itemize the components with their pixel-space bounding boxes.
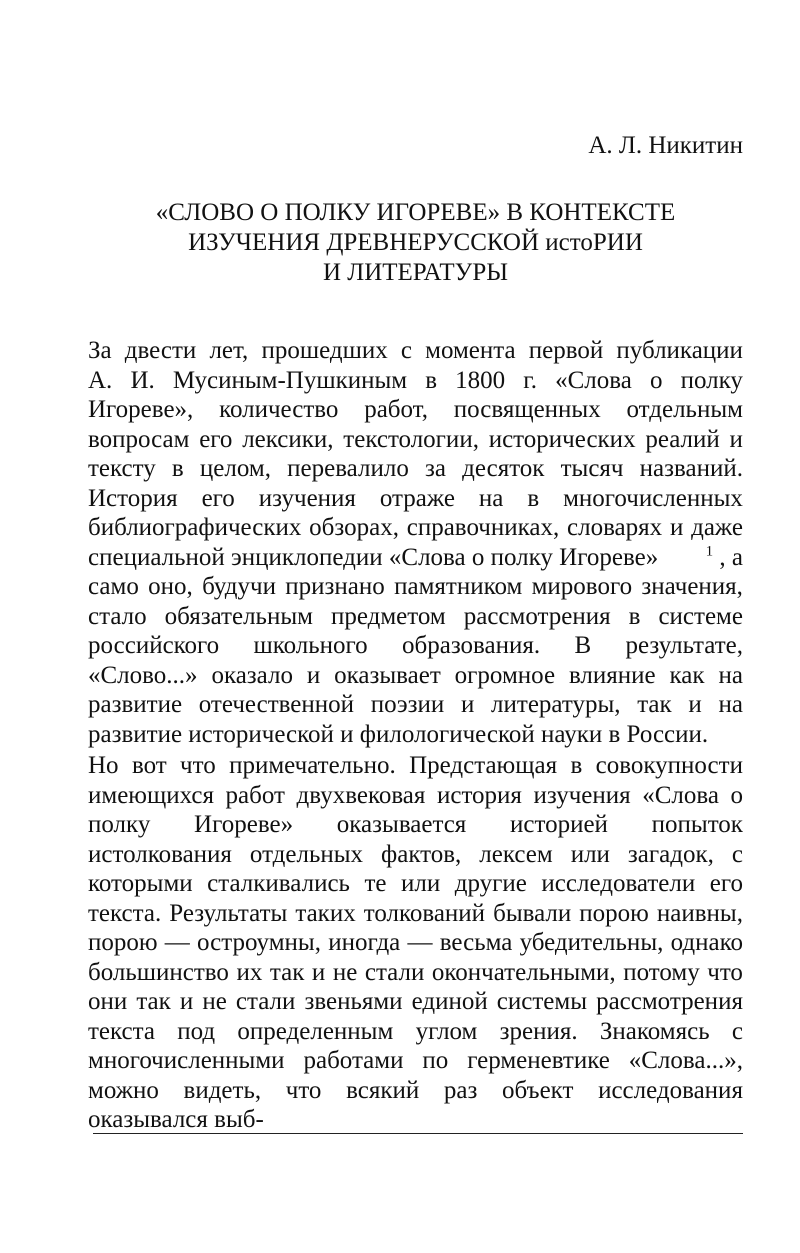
word: или xyxy=(570,840,610,868)
word: момента xyxy=(425,337,516,364)
text-line xyxy=(88,1046,743,1076)
text-line xyxy=(88,899,743,929)
word: наивны, xyxy=(656,899,743,927)
word: тексту xyxy=(88,455,156,482)
word: в xyxy=(527,484,540,512)
word: с xyxy=(731,840,743,868)
text-line xyxy=(88,1017,743,1047)
text-line xyxy=(88,631,743,661)
word: на xyxy=(478,484,504,512)
word: поэзии xyxy=(370,691,445,718)
word: лексики, xyxy=(242,425,334,453)
word: — xyxy=(164,929,190,956)
word: что xyxy=(707,958,743,986)
word: словарях xyxy=(567,514,663,541)
word: тысяч xyxy=(560,455,624,482)
text-line xyxy=(88,336,743,366)
word: порою xyxy=(579,899,649,927)
word: бывали xyxy=(493,899,572,927)
word: попыток xyxy=(651,811,743,838)
word: — xyxy=(407,929,433,956)
word: школьного xyxy=(253,632,368,659)
word: убедительны, xyxy=(519,929,664,956)
word: признано xyxy=(285,573,385,600)
word: в xyxy=(425,366,438,394)
word: и xyxy=(688,691,702,718)
document-page xyxy=(88,0,743,1253)
text-line xyxy=(88,513,743,543)
word: оно, xyxy=(148,573,193,600)
word: исследования xyxy=(598,1076,743,1104)
text-line xyxy=(88,810,743,840)
word: прошедших xyxy=(261,337,388,364)
text-line xyxy=(88,484,743,514)
word: за xyxy=(425,455,446,482)
word: что xyxy=(285,1076,322,1104)
word: г. xyxy=(523,366,537,394)
word: единой xyxy=(411,988,488,1015)
word: так xyxy=(269,958,305,986)
article-title xyxy=(88,198,743,288)
word: другие xyxy=(454,870,527,897)
word: весьма xyxy=(439,929,513,956)
word: углом xyxy=(415,1017,478,1045)
word: объект xyxy=(502,1076,574,1104)
word: литературы, xyxy=(491,691,621,718)
word: о xyxy=(730,781,743,809)
paragraph-1 xyxy=(88,336,743,749)
word: историей xyxy=(510,811,608,838)
word: потому xyxy=(623,958,700,986)
word: в xyxy=(570,752,583,779)
word: большинство xyxy=(88,958,229,986)
text-line xyxy=(88,690,743,720)
word: Мусиным-Пушкиным xyxy=(172,366,408,394)
word: даже xyxy=(691,514,743,541)
word: на xyxy=(718,661,743,689)
word: однако xyxy=(670,929,743,956)
word: изучения xyxy=(533,781,631,809)
word: которыми xyxy=(88,870,193,897)
word: работами xyxy=(303,1047,404,1074)
text-line xyxy=(88,840,743,870)
word: российского xyxy=(88,632,220,659)
word: библиографических xyxy=(88,514,302,541)
word: и xyxy=(669,514,684,541)
word: текста xyxy=(88,1017,155,1045)
text-line xyxy=(88,395,743,425)
word: Знакомясь xyxy=(599,1017,710,1045)
text-line xyxy=(88,454,743,484)
word: полку xyxy=(88,811,151,838)
word: не xyxy=(202,988,227,1015)
word: звеньями xyxy=(304,988,403,1015)
word: под xyxy=(177,1017,216,1045)
word: влияние xyxy=(568,661,656,689)
word: вопросам xyxy=(88,425,190,453)
text-segment-tail xyxy=(706,543,743,573)
word: оказывается xyxy=(336,811,467,838)
word: публикации xyxy=(616,337,743,364)
word: о xyxy=(649,366,663,394)
word: образования. xyxy=(402,632,541,659)
word: результате, xyxy=(625,632,743,659)
word: как xyxy=(669,661,705,689)
word: раз xyxy=(443,1076,478,1104)
text-line xyxy=(88,1076,743,1106)
word: остроумны, xyxy=(197,929,321,956)
text-line xyxy=(88,869,743,899)
word: За xyxy=(88,337,112,364)
word: В xyxy=(574,632,592,659)
word: его xyxy=(199,425,233,453)
word: посвященных xyxy=(453,396,601,423)
word: само xyxy=(88,573,139,600)
word: окончательными, xyxy=(431,958,616,986)
word: и xyxy=(311,958,326,986)
word: «Слово...» xyxy=(88,661,198,689)
title-line: ИЗУЧЕНИЯ ДРЕВНЕРУССКОЙ истоРИИ xyxy=(188,229,643,256)
word: и xyxy=(179,988,194,1015)
word: А. xyxy=(88,366,113,394)
word: будучи xyxy=(202,573,276,600)
word: стали xyxy=(235,988,296,1015)
word: обзорах, xyxy=(309,514,399,541)
word: и xyxy=(729,425,743,453)
title-line: И ЛИТЕРАТУРЫ xyxy=(322,259,509,286)
word: рассмотрения xyxy=(596,988,743,1015)
text-line-with-footnote xyxy=(88,543,743,573)
word: исследователи xyxy=(541,870,696,897)
word: загадок, xyxy=(627,840,714,868)
word: история xyxy=(436,781,522,809)
author-name: А. Л. Никитин xyxy=(588,132,743,159)
word: стали xyxy=(364,958,425,986)
word: Результаты xyxy=(169,899,288,927)
word: текста. xyxy=(88,899,162,927)
title-line: «СЛОВО О ПОЛКУ ИГОРЕВЕ» В КОНТЕКСТЕ xyxy=(155,199,676,226)
word: отечественной xyxy=(198,691,355,718)
text-line xyxy=(88,366,743,396)
word: и xyxy=(306,661,321,689)
word: исторических xyxy=(488,425,636,453)
word: оказывает xyxy=(334,661,441,689)
word: или xyxy=(401,870,441,897)
word: отраже xyxy=(379,484,455,512)
word: лексем xyxy=(479,840,553,868)
word: отдельных xyxy=(249,840,364,868)
word: Игореве», xyxy=(88,396,194,423)
word: совокупности xyxy=(595,752,743,779)
word: стало xyxy=(88,602,147,630)
word: Предстающая xyxy=(409,752,558,779)
word: так xyxy=(637,691,672,718)
word: огромное xyxy=(454,661,556,689)
word: первой xyxy=(528,337,604,364)
word: лет, xyxy=(209,337,249,364)
body-text xyxy=(88,336,743,1137)
word: работ, xyxy=(364,396,428,423)
word: в xyxy=(628,602,641,630)
text-line xyxy=(88,661,743,691)
word: можно xyxy=(88,1076,159,1104)
word: их xyxy=(236,958,263,986)
word: Но xyxy=(88,752,119,779)
word: видеть, xyxy=(183,1076,262,1104)
text-segment: специальной энциклопедии «Слова о полку Игореве» xyxy=(88,543,659,571)
text-tail: , а xyxy=(719,543,743,571)
word: «Слова xyxy=(555,366,632,394)
word: реалий xyxy=(645,425,720,453)
word: перевалило xyxy=(287,455,409,482)
word: полку xyxy=(680,366,743,394)
text-line xyxy=(88,425,743,455)
text-line xyxy=(88,987,743,1017)
word: что xyxy=(180,752,216,779)
word: отдельным xyxy=(626,396,743,423)
word: на xyxy=(718,691,743,718)
footnote-marker[interactable]: 1 xyxy=(705,543,714,560)
word: И. xyxy=(130,366,155,394)
word: 1800 xyxy=(455,366,506,394)
word: те xyxy=(364,870,387,897)
text-line xyxy=(88,602,743,632)
word: порою xyxy=(88,929,158,956)
word: примечательно. xyxy=(229,752,396,779)
word: «Слова...», xyxy=(628,1047,743,1074)
word: герменевтике xyxy=(467,1047,610,1074)
word: оказало xyxy=(211,661,293,689)
text-line xyxy=(88,781,743,811)
word: десяток xyxy=(462,455,545,482)
word: текстологии, xyxy=(343,425,479,453)
word: значения, xyxy=(641,573,743,600)
text-line xyxy=(88,928,743,958)
word: работ xyxy=(225,781,285,809)
word: Игореве» xyxy=(194,811,294,838)
word: не xyxy=(332,958,358,986)
word: с xyxy=(400,337,412,364)
word: его xyxy=(201,484,235,512)
word: системе xyxy=(658,602,743,630)
word: по xyxy=(422,1047,449,1074)
word: изучения xyxy=(258,484,356,512)
word: мирового xyxy=(531,573,633,600)
text-line: развитие исторической и филологической науки в России. xyxy=(88,720,709,748)
word: и xyxy=(460,691,475,718)
text-line xyxy=(88,751,743,781)
word: «Слова xyxy=(642,781,719,809)
word: многочисленных xyxy=(563,484,743,512)
word: многочисленными xyxy=(88,1047,285,1074)
word: вот xyxy=(131,752,167,779)
word: двести xyxy=(124,337,197,364)
word: зрения. xyxy=(499,1017,578,1045)
paragraph-2 xyxy=(88,751,743,1135)
word: так xyxy=(136,988,171,1015)
text-line xyxy=(88,958,743,988)
word: справочниках, xyxy=(406,514,560,541)
word: с xyxy=(731,1017,743,1045)
word: они xyxy=(88,988,128,1015)
word: развитие xyxy=(88,691,183,718)
word: всякий xyxy=(346,1076,420,1104)
word: названий. xyxy=(639,455,743,482)
word: в xyxy=(171,455,184,482)
word: История xyxy=(88,484,178,512)
word: целом, xyxy=(199,455,271,482)
text-line xyxy=(88,572,743,602)
word: фактов, xyxy=(381,840,462,868)
word: истолкования xyxy=(88,840,232,868)
word: определенным xyxy=(237,1017,394,1045)
word: обязательным xyxy=(164,602,313,630)
word: рассмотрения xyxy=(463,602,611,630)
word: системы xyxy=(496,988,588,1015)
word: таких xyxy=(295,899,356,927)
word: его xyxy=(709,870,743,897)
word: предметом xyxy=(330,602,446,630)
text-line: оказывался выб- xyxy=(88,1106,264,1133)
word: имеющихся xyxy=(88,781,214,809)
word: толкований xyxy=(363,899,486,927)
word: сталкивались xyxy=(207,870,350,897)
word: иногда xyxy=(328,929,401,956)
footnote-separator xyxy=(93,1133,743,1134)
word: памятником xyxy=(394,573,523,600)
word: количество xyxy=(219,396,339,423)
word: двухвековая xyxy=(296,781,426,809)
